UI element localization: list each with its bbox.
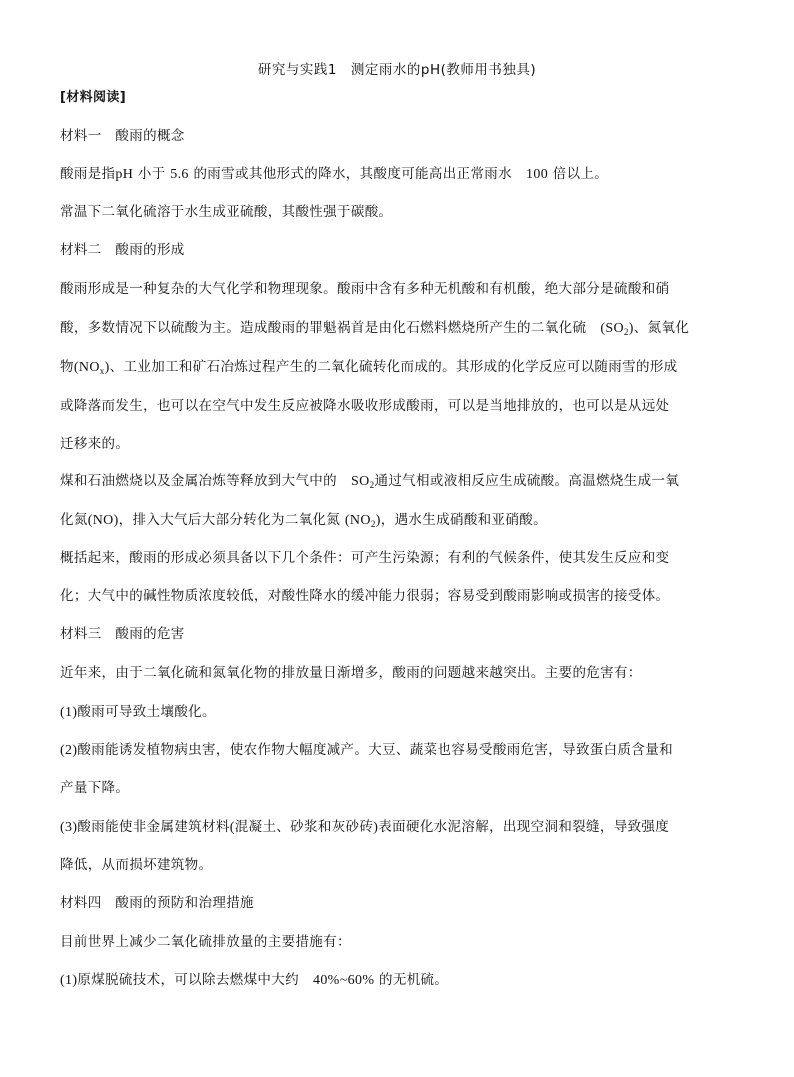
- materials-heading: [材料阅读]: [60, 90, 126, 105]
- paragraph-line: 化；大气中的碱性物质浓度较低，对酸性降水的缓冲能力很弱；容易受到酸雨影响或损害的接受体。: [60, 588, 670, 604]
- section-heading-3: 材料三 酸雨的危害: [60, 626, 185, 642]
- paragraph-line: 或降落而发生，也可以在空气中发生反应被降水吸收形成酸雨，可以是当地排放的，也可以是从远处: [60, 398, 670, 414]
- section-heading-2: 材料二 酸雨的形成: [60, 242, 185, 258]
- section-heading-4: 材料四 酸雨的预防和治理措施: [60, 895, 254, 911]
- list-item: (3)酸雨能使非金属建筑材料(混凝土、砂浆和灰砂砖)表面硬化水泥溶解，出现空洞和裂缝，导致强度: [60, 819, 670, 835]
- paragraph-line: 常温下二氧化硫溶于水生成亚硫酸，其酸性强于碳酸。: [60, 204, 393, 220]
- paragraph-line: 物$(NO_x)$、工业加工和矿石冶炼过程产生的二氧化硫转化而成的。其形成的化学反应可以随雨雪的形成: [60, 359, 678, 376]
- section-heading-1: 材料一 酸雨的概念: [60, 128, 185, 144]
- paragraph-line: 酸雨形成是一种复杂的大气化学和物理现象。酸雨中含有多种无机酸和有机酸，绝大部分是硫酸和硝: [60, 281, 670, 297]
- paragraph-line: 酸雨是指pH 小于 5.6 的雨雪或其他形式的降水，其酸度可能高出正常雨水 100 倍以上。: [60, 166, 609, 182]
- paragraph-line: 近年来，由于二氧化硫和氮氧化物的排放量日渐增多，酸雨的问题越来越突出。主要的危害有：: [60, 665, 642, 681]
- paragraph-line: 目前世界上减少二氧化硫排放量的主要措施有：: [60, 934, 351, 950]
- paragraph-line: 迁移来的。: [60, 436, 130, 452]
- list-item: (1)酸雨可导致土壤酸化。: [60, 704, 216, 720]
- paragraph-line: 降低，从而损坏建筑物。: [60, 857, 213, 873]
- paragraph-line: 概括起来，酸雨的形成必须具备以下几个条件：可产生污染源；有利的气候条件，使其发生反应和变: [60, 550, 670, 566]
- paragraph-line: 化氮(NO)，排入大气后大部分转化为二氧化氮 $(NO_2)$，遇水生成硝酸和亚硝酸。: [60, 512, 547, 529]
- paragraph-line: 酸，多数情况下以硫酸为主。造成酸雨的罪魁祸首是由化石燃料燃烧所产生的二氧化硫 $(SO_2)$、氮氧化: [60, 320, 690, 337]
- paragraph-line: 煤和石油燃烧以及金属冶炼等释放到大气中的 $SO_2$通过气相或液相反应生成硫酸。高温燃烧生成一氧: [60, 473, 680, 490]
- list-item: (1)原煤脱硫技术，可以除去燃煤中大约 40%~60% 的无机硫。: [60, 972, 449, 988]
- paragraph-line: 产量下降。: [60, 780, 130, 796]
- list-item: (2)酸雨能诱发植物病虫害，使农作物大幅度减产。大豆、蔬菜也容易受酸雨危害，导致蛋白质含量和: [60, 742, 673, 758]
- page-title: 研究与实践1 测定雨水的pH(教师用书独具): [257, 62, 537, 78]
